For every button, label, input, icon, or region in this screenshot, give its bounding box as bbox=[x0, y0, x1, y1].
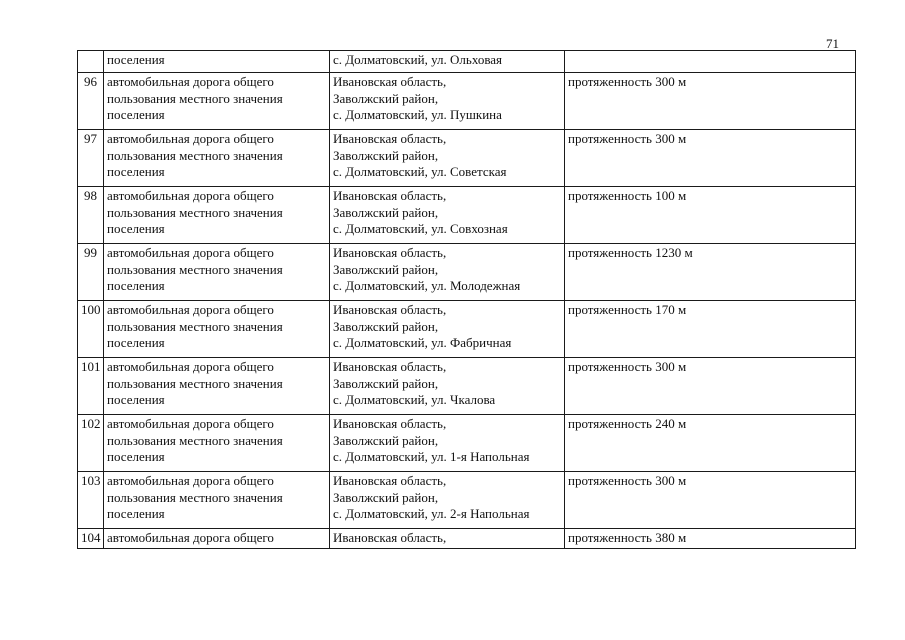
road-name-line: поселения bbox=[107, 107, 165, 122]
location-line: с. Долматовский, ул. Советская bbox=[333, 164, 507, 179]
table-row bbox=[78, 472, 856, 529]
row-number-cell: 100 bbox=[78, 301, 104, 358]
road-name-line: автомобильная дорога общего bbox=[107, 359, 274, 374]
road-name-line: поселения bbox=[107, 335, 165, 350]
row-number-cell: 102 bbox=[78, 415, 104, 472]
location-line: с. Долматовский, ул. Фабричная bbox=[333, 335, 512, 350]
location-line: с. Долматовский, ул. Молодежная bbox=[333, 278, 521, 293]
page-number: 71 bbox=[826, 36, 839, 51]
table-row bbox=[78, 301, 856, 358]
road-name-line: поселения bbox=[107, 449, 165, 464]
location-cell bbox=[330, 187, 565, 244]
location-cell bbox=[330, 301, 565, 358]
road-name-line: пользования местного значения bbox=[107, 318, 283, 334]
location-line: Ивановская область, bbox=[333, 473, 447, 488]
row-number-cell: 103 bbox=[78, 472, 104, 529]
road-name-line: пользования местного значения bbox=[107, 147, 283, 163]
road-name-line: пользования местного значения bbox=[107, 489, 283, 505]
road-name-line: поселения bbox=[107, 506, 165, 521]
table-row-continued bbox=[78, 51, 856, 73]
row-number-cell bbox=[78, 51, 104, 73]
characteristic-cell bbox=[565, 51, 856, 73]
characteristic-cell: протяженность 300 м bbox=[565, 73, 856, 130]
road-name-line: автомобильная дорога общего bbox=[107, 245, 274, 260]
row-number-cell: 96 bbox=[78, 73, 104, 130]
road-name-line: автомобильная дорога общего bbox=[107, 131, 274, 146]
location-line: Заволжский район, bbox=[333, 90, 439, 106]
roads-registry-table bbox=[77, 50, 856, 549]
table-row bbox=[78, 73, 856, 130]
road-name-cell: поселения bbox=[104, 51, 330, 73]
characteristic-cell: протяженность 300 м bbox=[565, 472, 856, 529]
road-name-line: пользования местного значения bbox=[107, 261, 283, 277]
row-number-cell: 99 bbox=[78, 244, 104, 301]
characteristic-cell: протяженность 100 м bbox=[565, 187, 856, 244]
location-cell bbox=[330, 472, 565, 529]
location-cell bbox=[330, 415, 565, 472]
road-name-line: пользования местного значения bbox=[107, 204, 283, 220]
location-line: Ивановская область, bbox=[333, 302, 447, 317]
table-row bbox=[78, 358, 856, 415]
row-number-cell: 97 bbox=[78, 130, 104, 187]
road-name-line: автомобильная дорога общего bbox=[107, 302, 274, 317]
table-row bbox=[78, 415, 856, 472]
road-name-cell bbox=[104, 472, 330, 529]
table-row bbox=[78, 130, 856, 187]
road-name-line: автомобильная дорога общего bbox=[107, 74, 274, 89]
location-line: Заволжский район, bbox=[333, 147, 439, 163]
characteristic-cell: протяженность 240 м bbox=[565, 415, 856, 472]
road-name-line: автомобильная дорога общего bbox=[107, 188, 274, 203]
location-cell: Ивановская область, bbox=[330, 529, 565, 549]
table-body bbox=[78, 51, 856, 549]
road-name-cell bbox=[104, 244, 330, 301]
characteristic-cell: протяженность 300 м bbox=[565, 358, 856, 415]
location-line: Заволжский район, bbox=[333, 204, 439, 220]
table-row bbox=[78, 187, 856, 244]
location-line: Ивановская область, bbox=[333, 74, 447, 89]
road-name-cell bbox=[104, 73, 330, 130]
row-number-cell: 98 bbox=[78, 187, 104, 244]
characteristic-cell: протяженность 380 м bbox=[565, 529, 856, 549]
table-row-104 bbox=[78, 529, 856, 549]
location-line: с. Долматовский, ул. Пушкина bbox=[333, 107, 502, 122]
road-name-line: автомобильная дорога общего bbox=[107, 416, 274, 431]
location-cell bbox=[330, 130, 565, 187]
location-cell bbox=[330, 244, 565, 301]
characteristic-cell: протяженность 300 м bbox=[565, 130, 856, 187]
location-line: Ивановская область, bbox=[333, 416, 447, 431]
location-line: с. Долматовский, ул. 2-я Напольная bbox=[333, 506, 530, 521]
road-name-line: пользования местного значения bbox=[107, 90, 283, 106]
characteristic-cell: протяженность 170 м bbox=[565, 301, 856, 358]
road-name-line: поселения bbox=[107, 392, 165, 407]
location-cell bbox=[330, 73, 565, 130]
location-line: Заволжский район, bbox=[333, 432, 439, 448]
location-line: Заволжский район, bbox=[333, 489, 439, 505]
road-name-cell bbox=[104, 130, 330, 187]
location-line: Ивановская область, bbox=[333, 188, 447, 203]
road-name-cell bbox=[104, 301, 330, 358]
location-line: с. Долматовский, ул. Совхозная bbox=[333, 221, 508, 236]
road-name-line: поселения bbox=[107, 278, 165, 293]
road-name-line: автомобильная дорога общего bbox=[107, 473, 274, 488]
location-line: Ивановская область, bbox=[333, 359, 447, 374]
location-line: Заволжский район, bbox=[333, 318, 439, 334]
location-line: с. Долматовский, ул. Чкалова bbox=[333, 392, 496, 407]
location-cell bbox=[330, 358, 565, 415]
location-line: Ивановская область, bbox=[333, 131, 447, 146]
characteristic-cell: протяженность 1230 м bbox=[565, 244, 856, 301]
location-line: Заволжский район, bbox=[333, 261, 439, 277]
location-cell: с. Долматовский, ул. Ольховая bbox=[330, 51, 565, 73]
road-name-cell: автомобильная дорога общего bbox=[104, 529, 330, 549]
road-name-line: пользования местного значения bbox=[107, 432, 283, 448]
road-name-line: поселения bbox=[107, 221, 165, 236]
road-name-line: пользования местного значения bbox=[107, 375, 283, 391]
location-line: с. Долматовский, ул. 1-я Напольная bbox=[333, 449, 530, 464]
road-name-cell bbox=[104, 358, 330, 415]
location-line: Ивановская область, bbox=[333, 245, 447, 260]
road-name-cell bbox=[104, 187, 330, 244]
row-number-cell: 104 bbox=[78, 529, 104, 549]
road-name-line: поселения bbox=[107, 164, 165, 179]
location-line: Заволжский район, bbox=[333, 375, 439, 391]
row-number-cell: 101 bbox=[78, 358, 104, 415]
table-row bbox=[78, 244, 856, 301]
road-name-cell bbox=[104, 415, 330, 472]
